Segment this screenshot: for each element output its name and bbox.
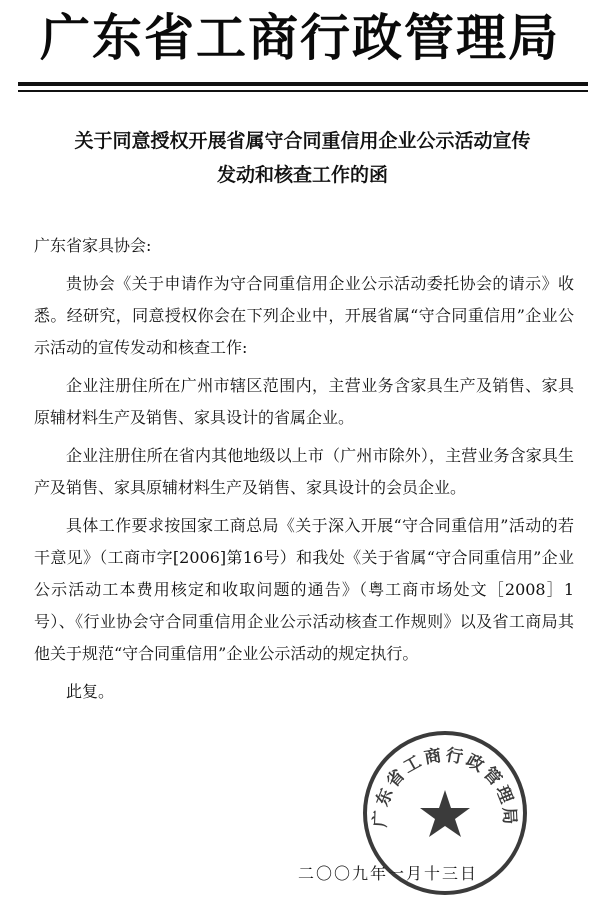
document-title <box>30 124 575 192</box>
paragraph-2: 企业注册住所在广州市辖区范围内，主营业务含家具生产及销售、家具原辅材料生产及销售、家具设计的省属企业。 <box>34 376 574 427</box>
letter-body <box>34 230 574 708</box>
letterhead-rule-thick <box>18 82 588 86</box>
document-title-line-1: 关于同意授权开展省属守合同重信用企业公示活动宣传 <box>74 130 531 152</box>
paragraph-1-rest: 会的请示》收悉。经研究，同意授权你会在下列企业中，开展省属“守合同重信用”企业公示活动的宣传发动和核查工作: <box>34 274 574 357</box>
closing: 此复。 <box>66 682 115 701</box>
paragraph-4: 具体工作要求按国家工商总局《关于深入开展“守合同重信用”活动的若干意见》（工商市字[2006]第16号）和我处《关于省属“守合同重信用”企业公示活动工本费用核定和收取问题的通告》（粤工商市场处文［2008］1号）、《行业协会守合同重信用企业公示活动核查工作规则》以及省工商局其他关于规范“守合同重信用”企业公示活动的规定执行。 <box>34 516 574 663</box>
seal-text: 广东省工商行政管理局 <box>370 745 520 828</box>
paragraph-1-first-line: 贵协会《关于申请作为守合同重信用企业公示活动委托协 <box>66 274 476 293</box>
paragraph-3: 企业注册住所在省内其他地级以上市（广州市除外），主营业务含家具生产及销售、家具原辅材料生产及销售、家具设计的会员企业。 <box>34 446 574 497</box>
salutation: 广东省家具协会: <box>34 236 152 255</box>
issue-date: 二〇〇九年一月十三日 <box>298 864 479 883</box>
seal-star-icon <box>420 790 470 837</box>
letterhead: 广东省工商行政管理局 <box>40 9 560 67</box>
paragraph-1 <box>34 268 574 364</box>
official-seal <box>360 728 530 898</box>
document-title-line-2: 发动和核查工作的函 <box>216 164 388 186</box>
letterhead-rule-thin <box>18 90 588 92</box>
